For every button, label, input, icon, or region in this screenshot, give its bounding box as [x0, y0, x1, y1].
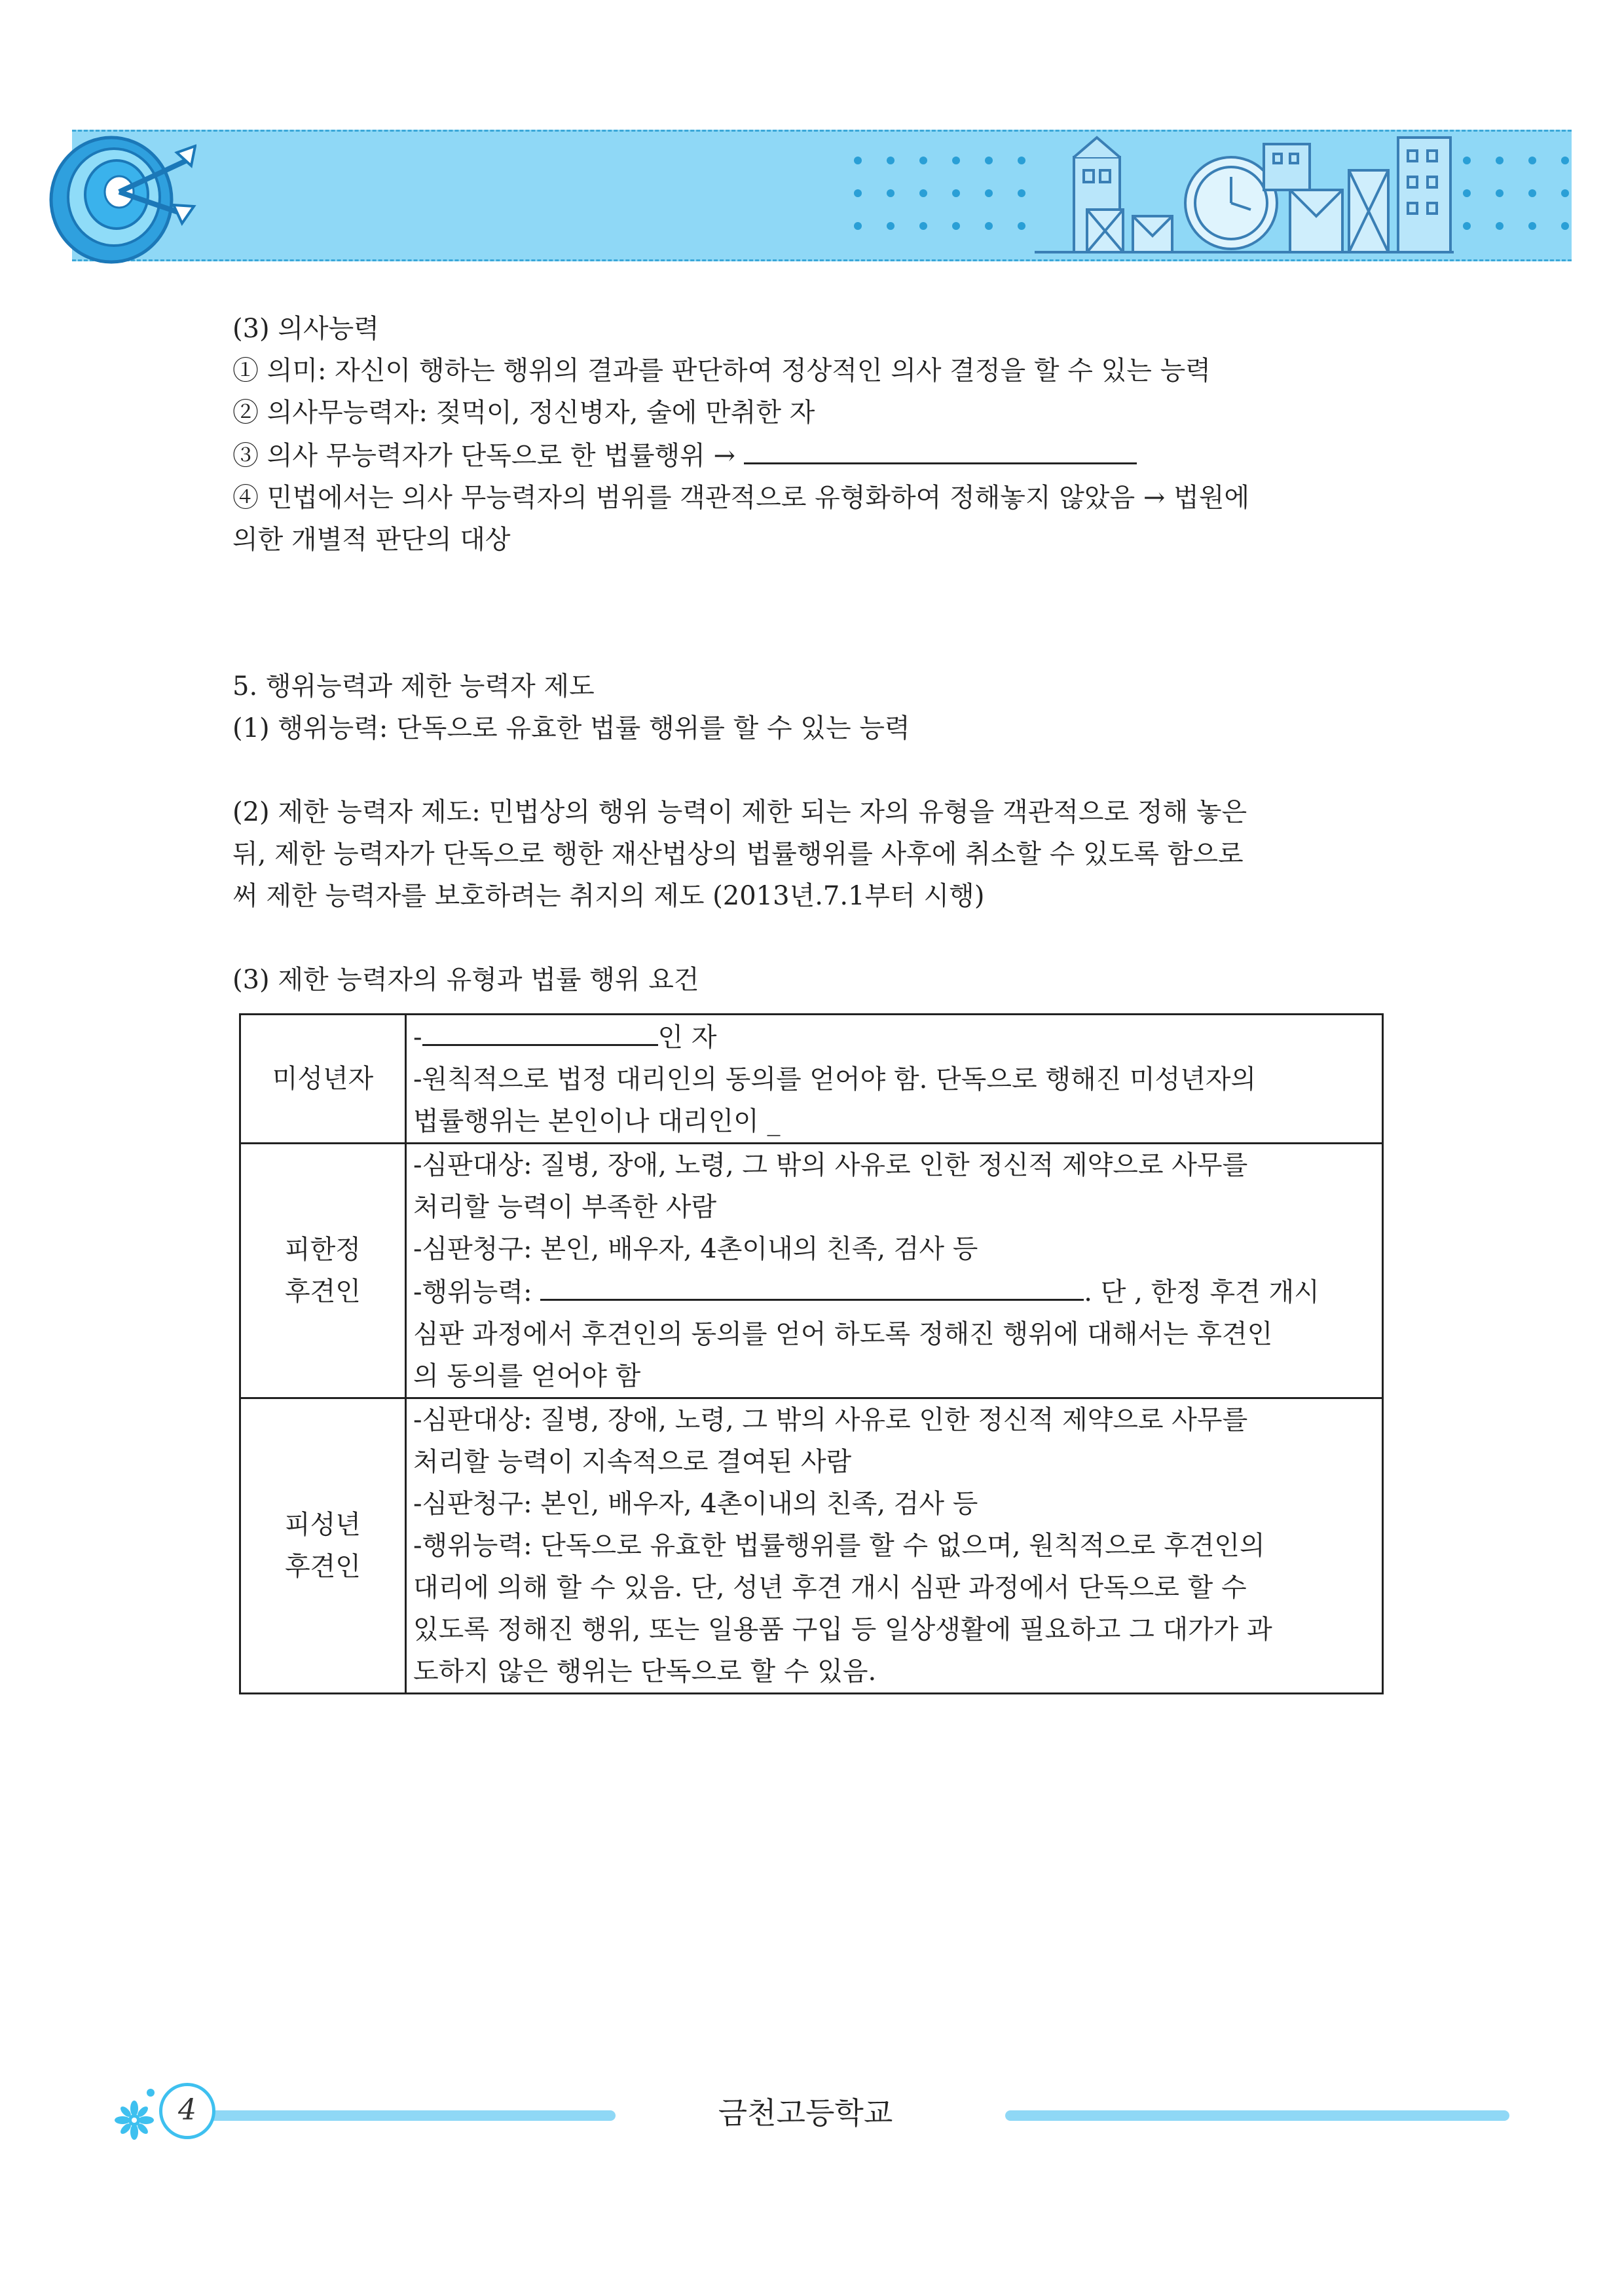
city-illustration [1035, 131, 1454, 255]
school-name: 금천고등학교 [718, 2095, 893, 2131]
flower-icon [115, 2080, 160, 2145]
limited-line-2: 처리할 능력이 부족한 사람 [413, 1192, 717, 1222]
limited-line-4: -행위능력: . 단 , 한정 후견 개시 [413, 1270, 1375, 1313]
capacity-item-2: ② 의사무능력자: 젖먹이, 정신병자, 술에 만취한 자 [232, 398, 815, 428]
main-content [232, 308, 1395, 1001]
target-icon [46, 121, 196, 272]
limited-capacity-system-line2: 뒤, 제한 능력자가 단독으로 행한 재산법상의 법률행위를 사후에 취소할 수 있도록 함으로 [232, 839, 1244, 869]
minor-description [406, 1015, 1383, 1144]
category-limited-guardianship: 피한정 후견인 [240, 1144, 406, 1398]
minor-line-3: 법률행위는 본인이나 대리인이 _ [413, 1106, 781, 1136]
minor-line-2: -원칙적으로 법정 대리인의 동의를 얻어야 함. 단독으로 행해진 미성년자의 [413, 1064, 1257, 1094]
category-minor: 미성년자 [240, 1015, 406, 1144]
table-row [240, 1398, 1383, 1694]
adult-guardianship-description [406, 1398, 1383, 1694]
adult-line-3: -심판청구: 본인, 배우자, 4촌이내의 친족, 검사 등 [413, 1489, 978, 1519]
limited-line-5: 심판 과정에서 후견인의 동의를 얻어 하도록 정해진 행위에 대해서는 후견인 [413, 1319, 1273, 1349]
fill-in-blank[interactable] [744, 434, 1137, 464]
capacity-item-3 [232, 434, 1395, 477]
limited-line-3: -심판청구: 본인, 배우자, 4촌이내의 친족, 검사 등 [413, 1234, 978, 1264]
footer-bar-left [210, 2110, 616, 2121]
table-row [240, 1144, 1383, 1398]
legal-capacity-definition: (1) 행위능력: 단독으로 유효한 법률 행위를 할 수 있는 능력 [232, 713, 910, 743]
capacity-item-4-line1: ④ 민법에서는 의사 무능력자의 범위를 객관적으로 유형화하여 정해놓지 않았음 → 법원에 [232, 483, 1250, 513]
limited-line-6: 의 동의를 얻어야 함 [413, 1361, 641, 1391]
capacity-item-4-line2: 의한 개별적 판단의 대상 [232, 525, 511, 555]
adult-line-2: 처리할 능력이 지속적으로 결여된 사람 [413, 1447, 852, 1477]
adult-line-4: -행위능력: 단독으로 유효한 법률행위를 할 수 없으며, 원칙적으로 후견인의 [413, 1531, 1265, 1561]
table-row [240, 1015, 1383, 1144]
adult-line-5: 대리에 의해 할 수 있음. 단, 성년 후견 개시 심판 과정에서 단독으로 할 수 [413, 1573, 1247, 1603]
footer-bar-right [1005, 2110, 1509, 2121]
limited-capacity-system-line3: 써 제한 능력자를 보호하려는 취지의 제도 (2013년.7.1부터 시행) [232, 881, 985, 911]
limited-capacity-system-line1: (2) 제한 능력자 제도: 민법상의 행위 능력이 제한 되는 자의 유형을 객관적으로 정해 놓은 [232, 797, 1247, 827]
fill-in-blank[interactable] [540, 1270, 1084, 1301]
capacity-item-1: ① 의미: 자신이 행하는 행위의 결과를 판단하여 정상적인 의사 결정을 할 수 있는 능력 [232, 356, 1211, 386]
category-adult-guardianship: 피성년 후견인 [240, 1398, 406, 1694]
adult-line-6: 있도록 정해진 행위, 또는 일용품 구입 등 일상생활에 필요하고 그 대가가 과 [413, 1615, 1272, 1645]
minor-line-1: - 인 자 [413, 1015, 1375, 1058]
limited-line-1: -심판대상: 질병, 장애, 노령, 그 밖의 사유로 인한 정신적 제약으로 사무를 [413, 1150, 1248, 1180]
page-number: 4 [159, 2083, 215, 2139]
table-caption: (3) 제한 능력자의 유형과 법률 행위 요건 [232, 965, 699, 995]
section-heading-legal-capacity: 5. 행위능력과 제한 능력자 제도 [232, 671, 595, 701]
section-heading-capacity: (3) 의사능력 [232, 314, 379, 344]
adult-line-7: 도하지 않은 행위는 단독으로 할 수 있음. [413, 1656, 877, 1687]
limited-guardianship-description [406, 1144, 1383, 1398]
adult-line-1: -심판대상: 질병, 장애, 노령, 그 밖의 사유로 인한 정신적 제약으로 사무를 [413, 1405, 1248, 1435]
limited-capacity-table [239, 1013, 1384, 1694]
capacity-item-3-text: ③ 의사 무능력자가 단독으로 한 법률행위 → [232, 441, 736, 471]
fill-in-blank[interactable] [422, 1015, 658, 1046]
